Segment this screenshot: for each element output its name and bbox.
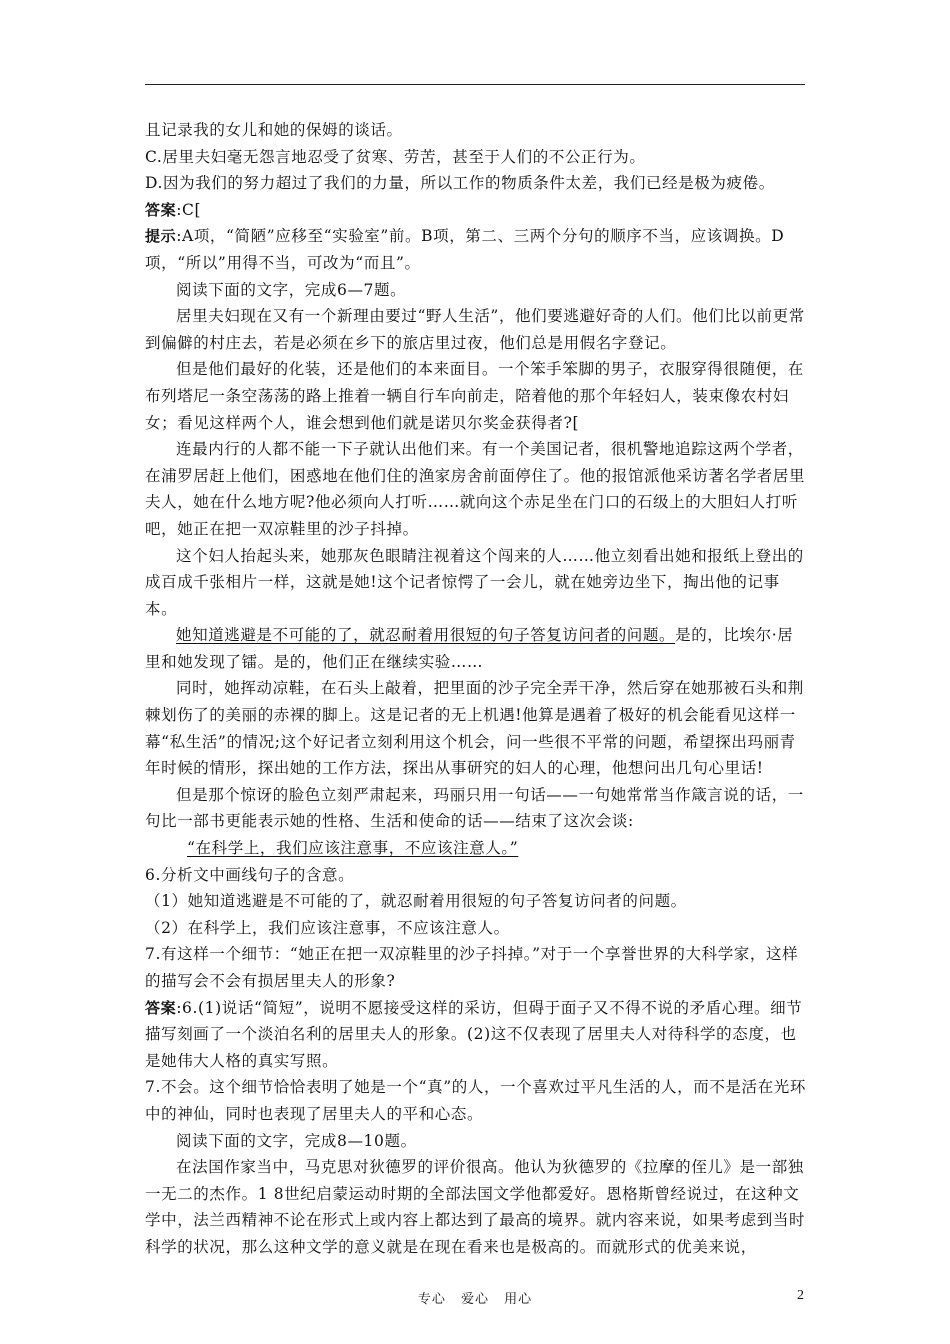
answer-7: 7.不会。这个细节恰恰表明了她是一个“真”的人，一个喜欢过平凡生活的人，而不是活在光环中的神仙，同时也表现了居里夫人的平和心态。 [145,1078,806,1123]
header-rule [145,84,805,85]
passage-paragraph: 这个妇人抬起头来，她那灰色眼睛注视着这个闯来的人……他立刻看出她和报纸上登出的成百成千张相片一样，这就是她!这个记者惊愕了一会儿，就在她旁边坐下，掏出他的记事本。 [145,546,804,618]
passage-paragraph: 在法国作家当中，马克思对狄德罗的评价很高。他认为狄德罗的《拉摩的侄儿》是一部独一无二的杰作。1 8世纪启蒙运动时期的全部法国文学他都爱好。恩格斯曾经说过，在这种文学中，法兰西精神不论在形式上或内容上都达到了最高的境界。就内容来说，如果考虑到当时科学的状况，那么这种文学的意义就是在现在看来也是极高的。而就形式的优美来说， [145,1158,806,1256]
answer-label: 答案 [145,998,177,1017]
answer-label: 答案 [145,200,177,219]
page-number: 2 [797,1288,804,1303]
hint-label: 提示 [145,227,177,246]
hint [145,223,807,276]
answer-1 [145,197,807,224]
passage-paragraph: 居里夫妇现在又有一个新理由要过“野人生活”，他们要逃避好奇的人们。他们比以前更常到偏僻的村庄去，若是必须在乡下的旅店里过夜，他们总是用假名字登记。 [145,307,805,352]
question-6: 6.分析文中画线句子的含意。 [145,865,355,884]
quote-line [145,835,807,862]
answer-text: :C[ [176,200,202,219]
page-footer [0,1288,950,1308]
reading-intro-1: 阅读下面的文字，完成6—7题。 [176,280,407,299]
answer-2 [145,995,807,1075]
passage-paragraph: 但是那个惊讶的脸色立刻严肃起来，玛丽只用一句话——一句她常常当作箴言说的话，一句比一部书更能表示她的性格、生活和使命的话——结束了这次会谈: [145,785,804,831]
footer-motto: 专心 爱心 用心 [417,1292,533,1307]
question-7: 7.有这样一个细节：“她正在把一双凉鞋里的沙子抖掉。”对于一个享誉世界的大科学家，这样的描写会不会有损居里夫人的形象? [145,945,799,990]
passage-paragraph: 连最内行的人都不能一下子就认出他们来。有一个美国记者，很机警地追踪这两个学者，在浦罗居赶上他们，困惑地在他们住的渔家房舍前面停住了。他的报馆派他采访著名学者居里夫人，她在什么地方呢?他必须向人打听……就向这个赤足坐在门口的石级上的大胆妇人打听吧，她正在把一双凉鞋里的沙子抖掉。 [145,440,806,538]
question-6-item-2: （2）在科学上，我们应该注意事，不应该注意人。 [145,918,510,937]
document-body [145,117,807,1261]
answer-text: :6.(1)说话“简短”，说明不愿接受这样的采访，但碍于面子又不得不说的矛盾心理。细节描写刻画了一个淡泊名利的居里夫人的形象。(2)这不仅表现了居里夫人对待科学的态度，也是她伟大人格的真实写照。 [145,998,803,1070]
passage-paragraph [145,622,807,675]
passage-paragraph: 同时，她挥动凉鞋，在石头上敲着，把里面的沙子完全弄干净，然后穿在她那被石头和荆棘划伤了的美丽的赤裸的脚上。这是记者的无上机遇!他算是遇着了极好的机会能看见这样一幕“私生活”的情况;这个好记者立刻利用这个机会，问一些很不平常的问题，希望探出玛丽青年时候的情形，探出她的工作方法，探出从事研究的妇人的心理，他想问出几句心里话! [145,679,804,778]
question-6-item-1: （1）她知道逃避是不可能的了，就忍耐着用很短的句子答复访问者的问题。 [145,892,687,911]
underlined-sentence: 她知道逃避是不可能的了，就忍耐着用很短的句子答复访问者的问题。 [176,626,676,645]
text-line: 且记录我的女儿和她的保姆的谈话。 [145,121,403,139]
passage-paragraph: 但是他们最好的化装，还是他们的本来面目。一个笨手笨脚的男子，衣服穿得很随便，在布列塔尼一条空荡荡的路上推着一辆自行车向前走，陪着他的那个年轻妇人，装束像农村妇女；看见这样两个人，谁会想到他们就是诺贝尔奖金获得者?[ [145,360,804,432]
option-d: D.因为我们的努力超过了我们的力量，所以工作的物质条件太差，我们已经是极为疲倦。 [145,174,775,193]
sentence: 是的，比埃尔·居里和她发现了镭。是的，他们正在继续实验…… [145,626,794,671]
underlined-quote: “在科学上，我们应该注意事，不应该注意人。” [187,839,519,858]
option-c: C.居里夫妇毫无怨言地忍受了贫寒、劳苦，甚至于人们的不公正行为。 [145,147,646,166]
reading-intro-2: 阅读下面的文字，完成8—10题。 [176,1131,417,1150]
hint-text: :A项，“简陋”应移至“实验室”前。B项，第二、三两个分句的顺序不当，应该调换。D项，“所以”用得不当，可改为“而且”。 [145,227,785,272]
